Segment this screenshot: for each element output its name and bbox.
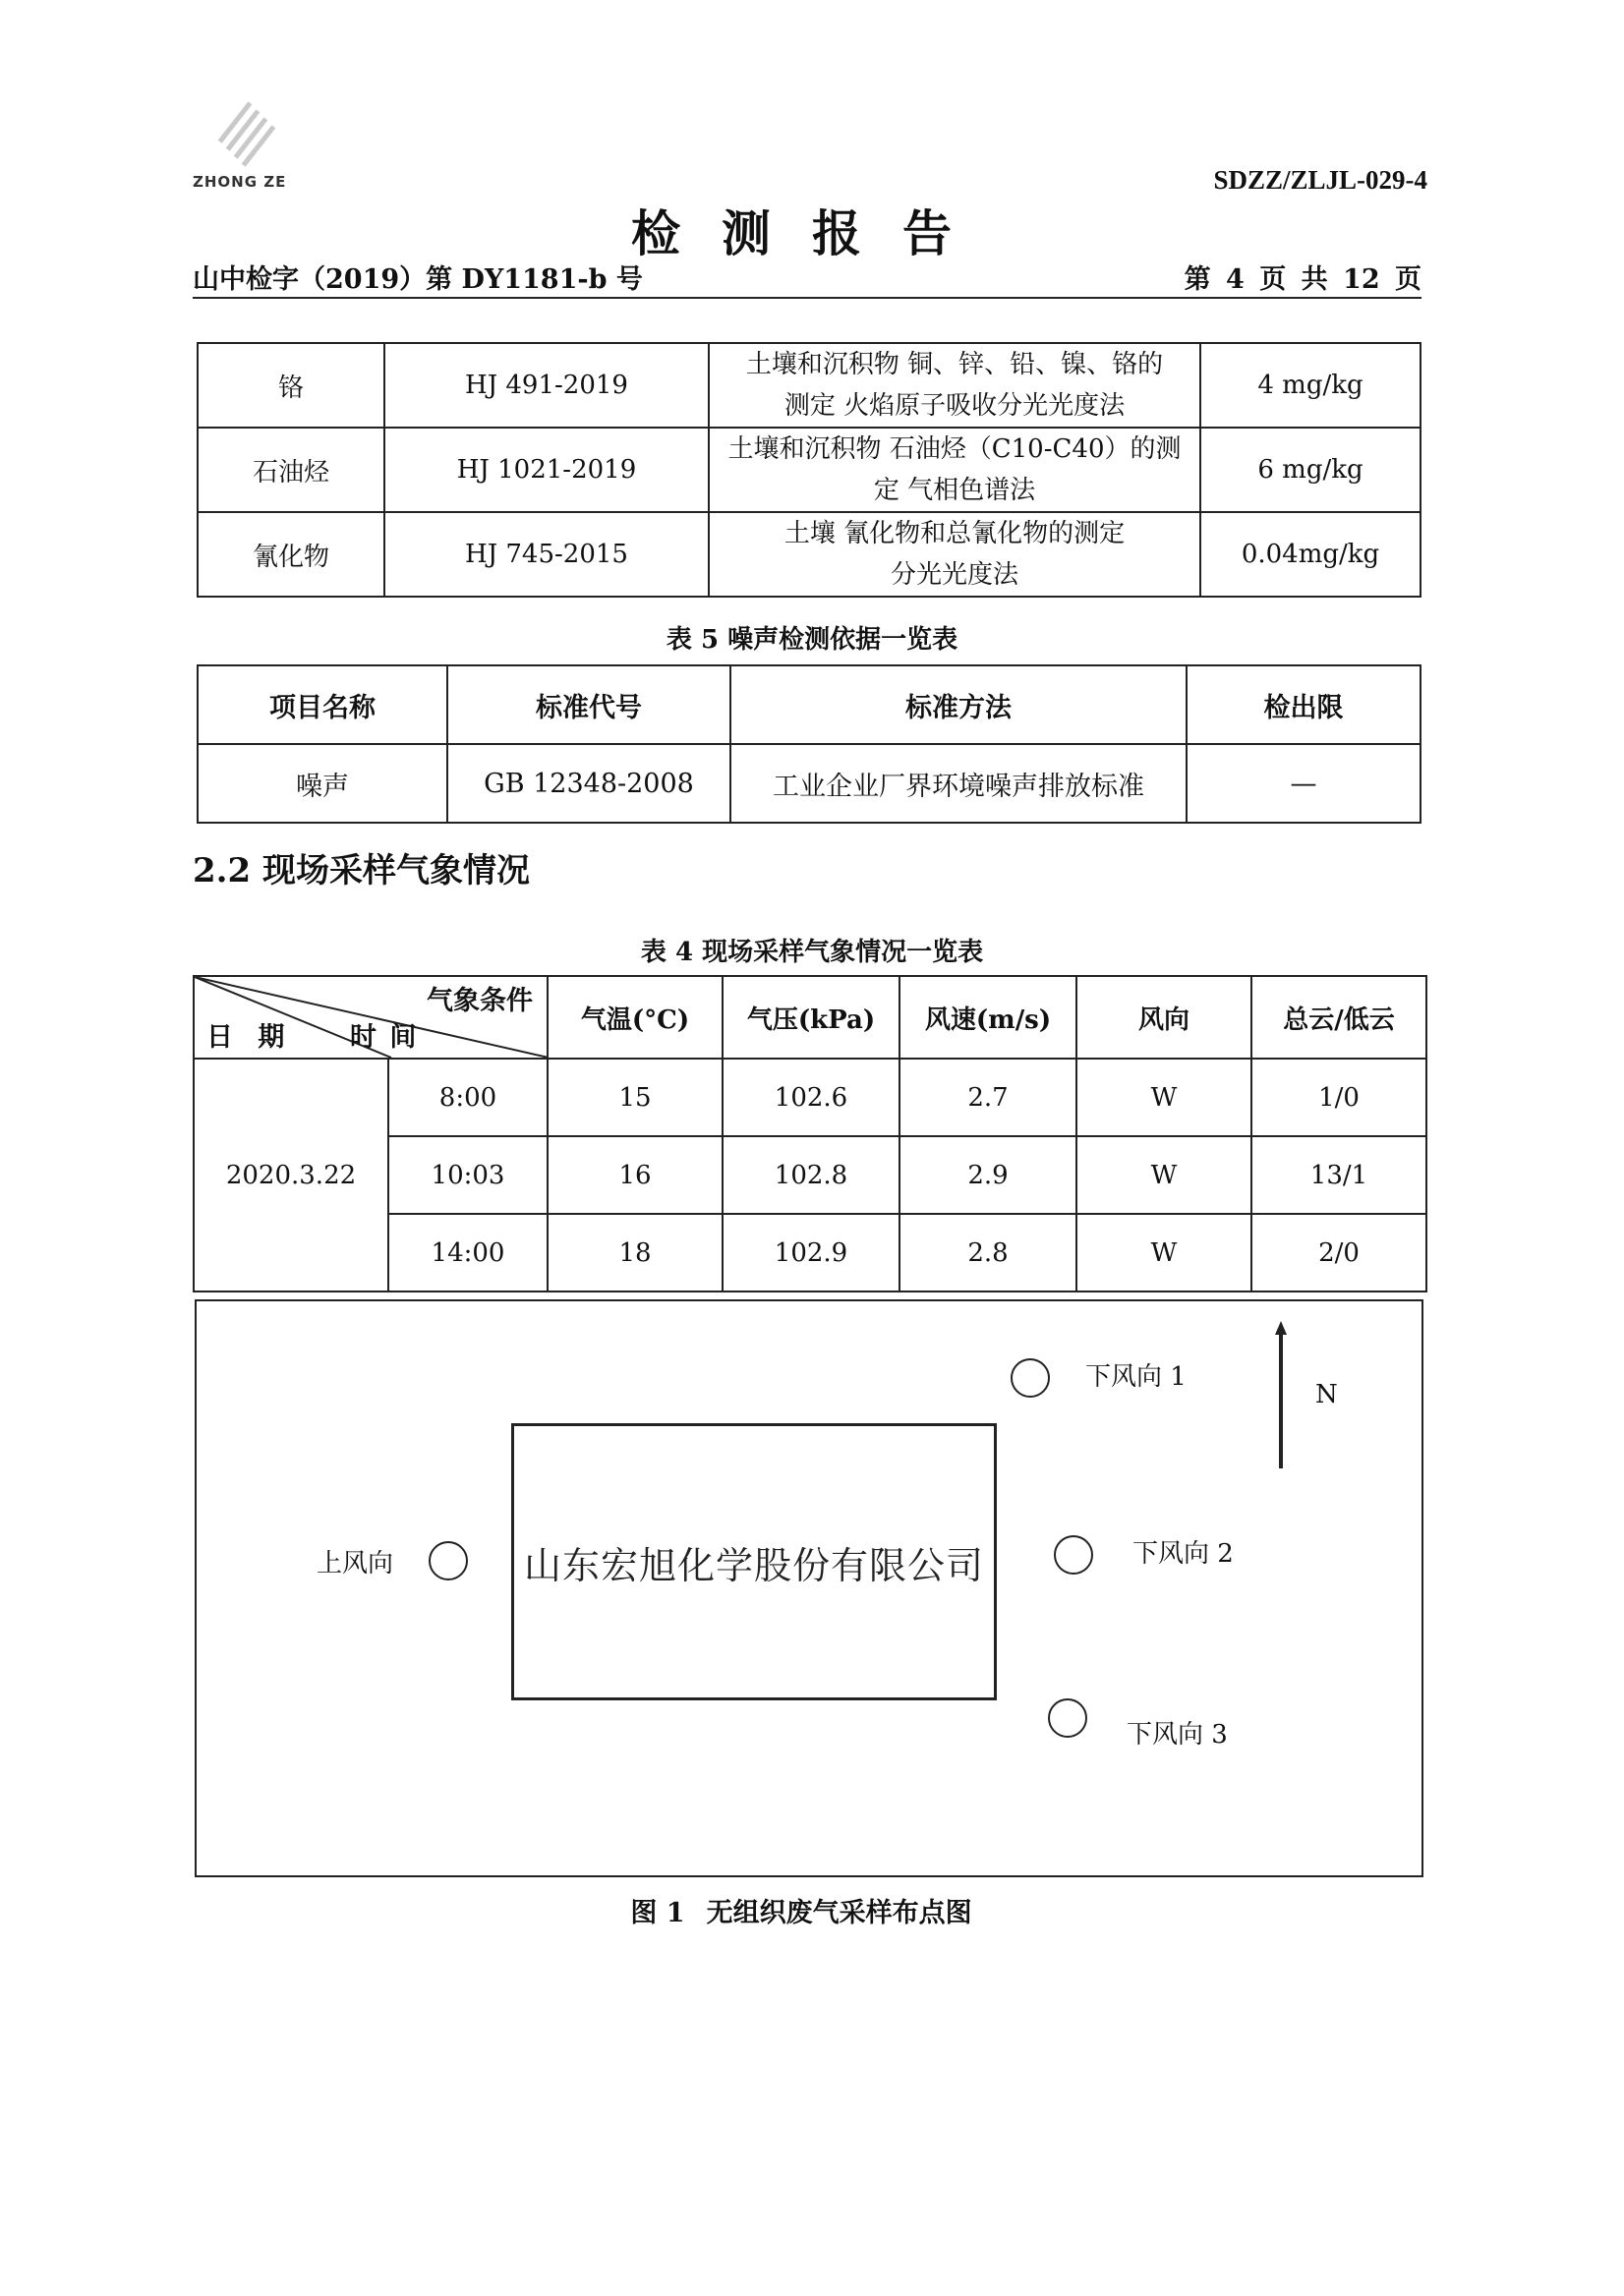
standard-cell: GB 12348-2008 [447, 744, 730, 823]
cloud-cell: 2/0 [1251, 1214, 1426, 1292]
met-table-caption: 表 4 现场采样气象情况一览表 [640, 938, 984, 967]
column-header: 气压(kPa) [723, 976, 899, 1059]
method-line: 土壤和沉积物 石油烃（C10-C40）的测 [727, 434, 1182, 464]
section-title: 2.2 现场采样气象情况 [193, 851, 530, 890]
meteorology-table [193, 975, 1427, 1292]
standard-cell: HJ 1021-2019 [384, 428, 709, 512]
sampling-layout-figure [195, 1299, 1423, 1877]
column-header: 标准代号 [447, 665, 730, 744]
wind-direction-cell: W [1076, 1214, 1251, 1292]
cloud-cell: 13/1 [1251, 1136, 1426, 1214]
figure-title: 无组织废气采样布点图 [706, 1898, 972, 1928]
noise-table-caption: 表 5 噪声检测依据一览表 [666, 625, 958, 655]
table-row [198, 343, 1421, 428]
corner-label-date: 日 期 [206, 1022, 293, 1053]
north-arrow-icon [1271, 1321, 1291, 1470]
temperature-cell: 18 [548, 1214, 723, 1292]
method-line: 分光光度法 [890, 560, 1018, 590]
report-number: 山中检字（2019）第 DY1181-b 号 [193, 264, 643, 295]
report-title: 检测报告 [631, 204, 993, 262]
limit-cell: 0.04mg/kg [1200, 512, 1421, 597]
wind-speed-cell: 2.7 [899, 1059, 1076, 1136]
downwind-label-2: 下风向 2 [1132, 1539, 1234, 1569]
method-line: 测定 火焰原子吸收分光光度法 [783, 391, 1126, 421]
column-header: 总云/低云 [1251, 976, 1426, 1059]
pressure-cell: 102.9 [723, 1214, 899, 1292]
logo-text: ZHONG ZE [193, 173, 287, 191]
item-cell: 噪声 [198, 744, 447, 823]
column-header: 标准方法 [730, 665, 1187, 744]
column-header: 气温(°C) [548, 976, 723, 1059]
temperature-cell: 15 [548, 1059, 723, 1136]
limit-cell: 6 mg/kg [1200, 428, 1421, 512]
date-cell: 2020.3.22 [194, 1059, 388, 1292]
standard-cell: HJ 491-2019 [384, 343, 709, 428]
company-building [511, 1423, 997, 1700]
table-row [194, 1059, 1426, 1136]
method-line: 定 气相色谱法 [873, 476, 1036, 505]
document-code: SDZZ/ZLJL-029-4 [1213, 165, 1427, 195]
figure-caption [0, 1891, 1624, 1929]
pressure-cell: 102.8 [723, 1136, 899, 1214]
page-number: 第 4 页 共 12 页 [1184, 264, 1421, 295]
column-header: 检出限 [1187, 665, 1421, 744]
column-header: 风向 [1076, 976, 1251, 1059]
table-header-row [194, 976, 1426, 1059]
wind-speed-cell: 2.9 [899, 1136, 1076, 1214]
upwind-point [429, 1541, 468, 1580]
item-cell: 石油烃 [198, 428, 384, 512]
method-line: 土壤 氰化物和总氰化物的测定 [783, 519, 1126, 548]
time-cell: 10:03 [388, 1136, 548, 1214]
pressure-cell: 102.6 [723, 1059, 899, 1136]
limit-cell: — [1187, 744, 1421, 823]
downwind-point-2 [1054, 1535, 1093, 1575]
column-header: 风速(m/s) [899, 976, 1076, 1059]
limit-cell: 4 mg/kg [1200, 343, 1421, 428]
corner-label-time: 时 间 [350, 1022, 419, 1053]
figure-number: 图 1 [630, 1898, 685, 1928]
north-label: N [1315, 1380, 1338, 1409]
table-header-row [198, 665, 1421, 744]
temperature-cell: 16 [548, 1136, 723, 1214]
corner-label-conditions: 气象条件 [427, 986, 533, 1016]
downwind-label-1: 下风向 1 [1085, 1362, 1187, 1392]
downwind-point-3 [1048, 1698, 1087, 1738]
downwind-point-1 [1011, 1358, 1050, 1398]
standard-cell: HJ 745-2015 [384, 512, 709, 597]
wind-speed-cell: 2.8 [899, 1214, 1076, 1292]
item-cell: 铬 [198, 343, 384, 428]
company-name: 山东宏旭化学股份有限公司 [523, 1543, 984, 1587]
method-cell [709, 428, 1200, 512]
table-row [198, 428, 1421, 512]
table-row [198, 744, 1421, 823]
methods-table [197, 342, 1421, 598]
table-row [198, 512, 1421, 597]
noise-table [197, 664, 1421, 824]
corner-header [194, 976, 548, 1059]
wind-direction-cell: W [1076, 1059, 1251, 1136]
method-cell: 工业企业厂界环境噪声排放标准 [730, 744, 1187, 823]
wind-direction-cell: W [1076, 1136, 1251, 1214]
downwind-label-3: 下风向 3 [1127, 1720, 1228, 1750]
method-line: 土壤和沉积物 铜、锌、铅、镍、铬的 [745, 350, 1164, 379]
method-cell [709, 512, 1200, 597]
header-divider [193, 297, 1421, 299]
time-cell: 8:00 [388, 1059, 548, 1136]
item-cell: 氰化物 [198, 512, 384, 597]
method-cell [709, 343, 1200, 428]
cloud-cell: 1/0 [1251, 1059, 1426, 1136]
column-header: 项目名称 [198, 665, 447, 744]
upwind-label: 上风向 [317, 1549, 394, 1578]
time-cell: 14:00 [388, 1214, 548, 1292]
